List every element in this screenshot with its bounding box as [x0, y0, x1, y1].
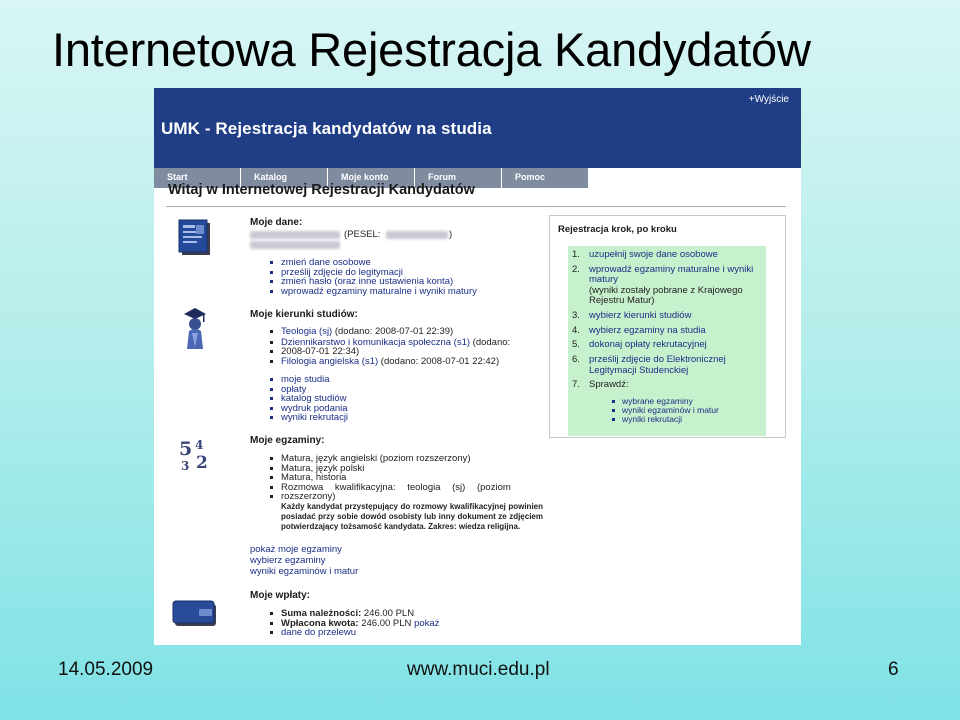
edit-personal-data-link[interactable]: zmień dane osobowe — [268, 258, 477, 268]
amount-paid-label: Wpłacona kwota: — [281, 617, 359, 629]
field-item — [268, 357, 510, 367]
redacted-pesel — [386, 231, 448, 239]
field-added: (dodano: — [470, 336, 511, 348]
profile-card-icon — [178, 219, 212, 257]
step-number: 5. — [572, 339, 580, 351]
wallet-icon — [172, 599, 218, 629]
step-number: 7. — [572, 379, 580, 391]
steps-panel — [549, 215, 786, 438]
step-label: Sprawdź: — [589, 379, 629, 391]
field-added: (dodano: 2008-07-01 22:42) — [378, 355, 500, 367]
redacted-address — [250, 241, 340, 249]
field-added: (dodano: 2008-07-01 22:39) — [332, 326, 454, 337]
footer-date: 14.05.2009 — [58, 659, 154, 680]
nav-tab-help[interactable]: Pomoc — [502, 168, 588, 188]
payments-heading: Moje wpłaty: — [250, 590, 311, 601]
results-link[interactable]: wyniki rekrutacji — [268, 413, 348, 423]
amount-paid-value: 246.00 PLN — [358, 617, 415, 629]
exam-item: Matura, język angielski (poziom rozszerzony) — [268, 454, 511, 464]
exam-item: Rozmowa kwalifikacyjna: teologia (sj) (poziom — [268, 483, 511, 493]
exam-note: Każdy kandydat przystępujący do rozmowy kwalifikacyjnej powinien posiadać przy sobie dowód osobisty lub inny dokument ze zdjęciem potwierdzający tożsamość kandydata. Zakres: wiedza religijna. — [281, 502, 543, 531]
nav-tab-forum[interactable]: Forum — [415, 168, 501, 188]
logout-link[interactable]: +Wyjście — [748, 94, 789, 105]
exams-heading: Moje egzaminy: — [250, 435, 325, 446]
step-item[interactable] — [572, 265, 766, 307]
steps-list-box — [568, 246, 766, 436]
divider — [166, 206, 786, 207]
field-link[interactable]: Teologia (sj) — [281, 326, 333, 337]
step-item[interactable] — [572, 355, 766, 376]
transfer-details-link[interactable]: dane do przelewu — [268, 628, 439, 638]
show-exams-link[interactable]: pokaż moje egzaminy — [250, 544, 342, 555]
nav-tab-catalog[interactable]: Katalog — [241, 168, 327, 188]
my-data-heading: Moje dane: — [250, 217, 303, 228]
grade-digit: 3 — [181, 459, 190, 473]
exam-item-cont: rozszerzony) — [268, 492, 511, 502]
check-results-link[interactable]: wyniki egzaminów i matur — [589, 406, 766, 415]
step-item[interactable] — [572, 311, 766, 321]
site-banner — [154, 88, 801, 168]
fields-links — [268, 375, 348, 423]
step-link[interactable]: prześlij zdjęcie do Elektronicznej Legitymacji Studenckiej — [589, 354, 726, 376]
steps-list — [572, 250, 766, 428]
field-item-cont: 2008-07-01 22:34) — [268, 347, 510, 357]
change-password-link[interactable]: zmień hasło (oraz inne ustawienia konta) — [268, 277, 477, 287]
welcome-heading: Witaj w Internetowej Rejestracji Kandydatów — [168, 182, 475, 198]
pesel-close: ) — [449, 229, 453, 240]
print-application-link[interactable]: wydruk podania — [268, 404, 348, 414]
grade-digit: 5 — [179, 438, 193, 460]
exams-list — [268, 454, 511, 502]
field-item — [268, 327, 510, 337]
step-item[interactable] — [572, 340, 766, 350]
fees-link[interactable]: opłaty — [268, 385, 348, 395]
step-number: 4. — [572, 324, 580, 336]
step-number: 6. — [572, 354, 580, 366]
my-data-links — [268, 258, 477, 296]
redacted-name — [250, 231, 340, 239]
enter-exams-link[interactable]: wprowadź egzaminy maturalne i wyniki matury — [268, 287, 477, 297]
step-link[interactable]: uzupełnij swoje dane osobowe — [589, 249, 718, 260]
check-recruitment-link[interactable]: wyniki rekrutacji — [589, 415, 766, 424]
site-title: UMK - Rejestracja kandydatów na studia — [161, 119, 492, 138]
my-studies-link[interactable]: moje studia — [268, 375, 348, 385]
step-link[interactable]: wybierz kierunki studiów — [589, 309, 692, 321]
step-link[interactable]: wprowadź egzaminy maturalne i wyniki matury — [589, 263, 754, 286]
grade-digit: 2 — [196, 453, 208, 473]
step-note: (wyniki zostały pobrane z Krajowego Rejestru Matur) — [589, 284, 743, 307]
nav-tab-account[interactable]: Moje konto — [328, 168, 414, 188]
step-link[interactable]: wybierz egzaminy na studia — [589, 324, 706, 336]
choose-exams-link[interactable]: wybierz egzaminy — [250, 555, 326, 566]
pesel-label: (PESEL: — [344, 229, 381, 240]
footer-url: www.muci.edu.pl — [407, 659, 550, 680]
steps-heading: Rejestracja krok, po kroku — [558, 224, 677, 235]
amount-due-label: Suma należności: — [281, 608, 362, 619]
step-number: 3. — [572, 309, 580, 321]
slide-title: Internetowa Rejestracja Kandydatów — [52, 23, 811, 76]
step-number: 2. — [572, 263, 580, 275]
fields-list — [268, 327, 510, 366]
step-number: 1. — [572, 249, 580, 260]
payments-list — [268, 609, 439, 638]
check-exams-link[interactable]: wybrane egzaminy — [589, 397, 766, 406]
catalog-link[interactable]: katalog studiów — [268, 394, 348, 404]
step-item — [572, 380, 766, 423]
show-payments-link[interactable]: pokaż — [414, 617, 440, 629]
grades-icon — [178, 438, 212, 476]
field-link[interactable]: Dziennikarstwo i komunikacja społeczna (s1) — [281, 336, 471, 348]
exam-results-link[interactable]: wyniki egzaminów i matur — [250, 566, 359, 577]
check-list — [589, 397, 766, 424]
exam-item: Matura, historia — [268, 473, 511, 483]
upload-photo-link[interactable]: prześlij zdjęcie do legitymacji — [268, 268, 477, 278]
screenshot — [154, 88, 801, 645]
step-item[interactable] — [572, 250, 766, 260]
footer-page-number: 6 — [888, 659, 899, 680]
nav-tab-start[interactable]: Start — [154, 168, 240, 188]
grade-digit: 4 — [195, 438, 204, 452]
fields-heading: Moje kierunki studiów: — [250, 309, 358, 320]
step-item[interactable] — [572, 326, 766, 336]
exam-item: Matura, język polski — [268, 464, 511, 474]
graduate-icon — [182, 307, 208, 351]
amount-due-value: 246.00 PLN — [361, 608, 415, 619]
step-link[interactable]: dokonaj opłaty rekrutacyjnej — [589, 339, 707, 351]
field-link[interactable]: Filologia angielska (s1) — [281, 355, 379, 367]
